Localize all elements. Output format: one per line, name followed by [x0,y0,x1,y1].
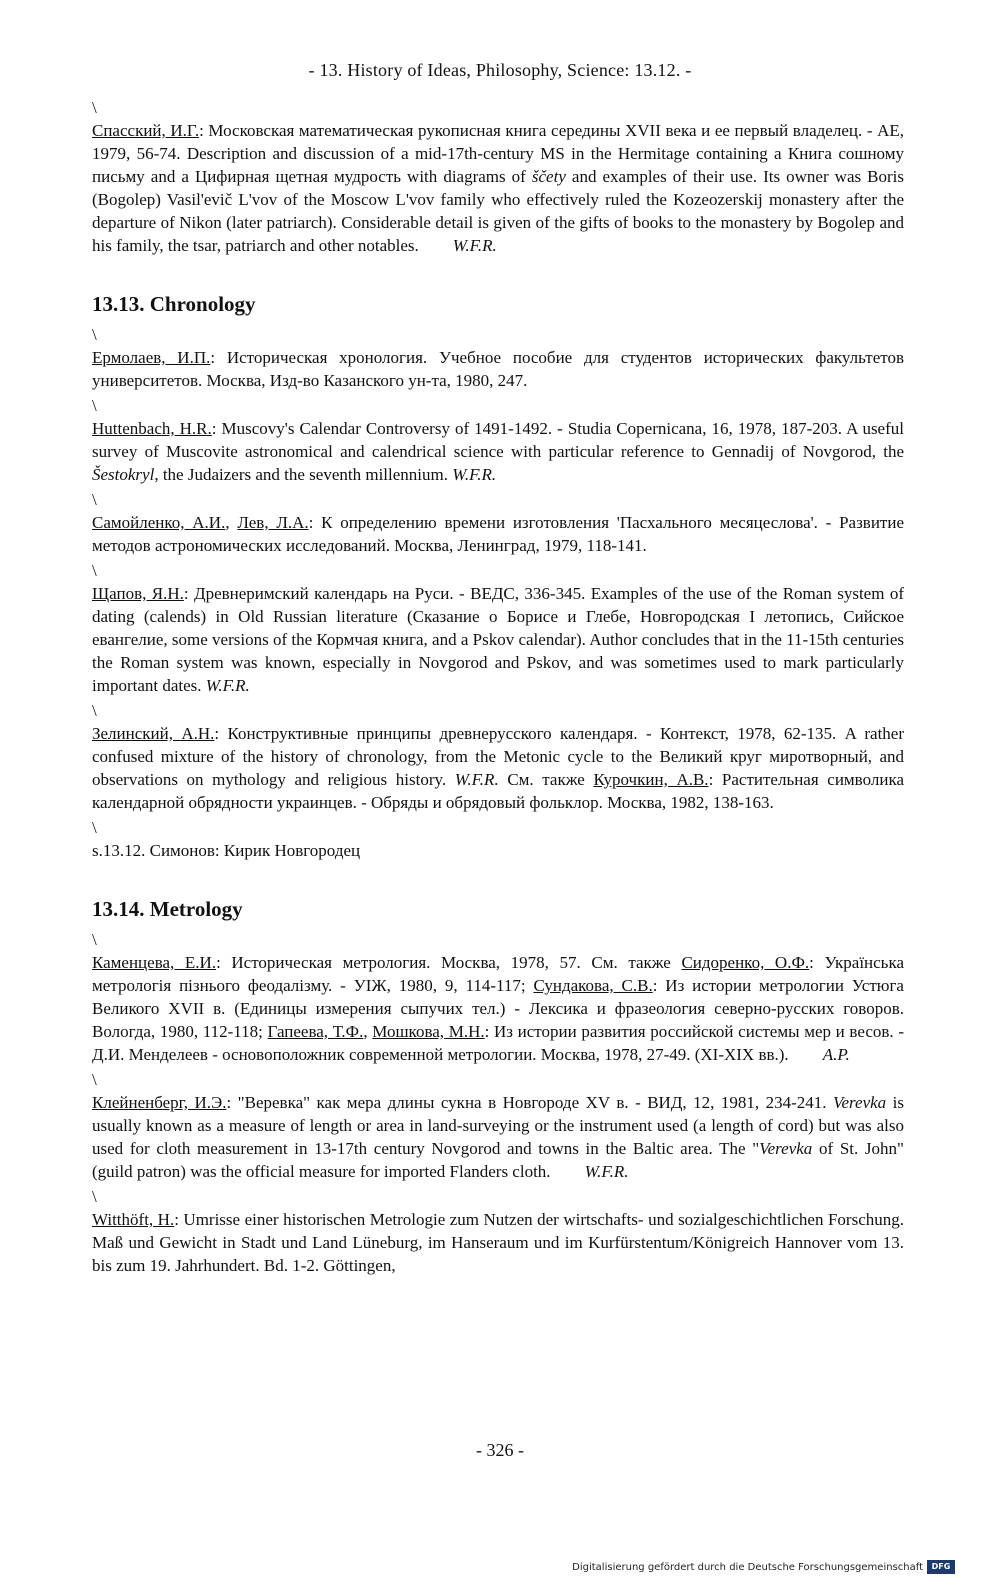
entry-author: Зелинский, А.Н. [92,724,215,743]
running-head: - 13. History of Ideas, Philosophy, Science: 13.12. - [308,60,692,80]
digitization-text: Digitalisierung gefördert durch die Deutsche Forschungsgemeinschaft [572,1561,923,1573]
bib-entry-kamentseva: Каменцева, Е.И.: Историческая метрология. Москва, 1978, 57. См. также Сидоренко, О.Ф.: Українська метрологія пізнього феодалізму. - УІЖ, 1980, 9, 114-117; Сундакова, С.В.: Из истории метрологии Устюга Великого XVII в. (Единицы измерения сыпучих тел.) - Лексика и фразеология северно-русских говоров. Вологда, 1980, 112-118; Гапеева, Т.Ф., Мошкова, М.Н.: Из истории развития российской системы мер и весов. - Д.И. Менделеев - основоположник современной метрологии. Москва, 1978, 27-49. (XI-XIX вв.). A.P. [92,953,904,1064]
bib-entry-samoilenko: Самойленко, А.И., Лев, Л.А.: К определению времени изготовления 'Пасхального месяцеслова'. - Развитие методов астрономических исследований. Москва, Ленинград, 1979, 118-141. [92,513,905,555]
entry-author: Щапов, Я.Н. [92,584,184,603]
bib-entry-spassky: Спасский, И.Г.: Московская математическая рукописная книга середины XVII века и ее первый владелец. - АЕ, 1979, 56-74. Description and discussion of a mid-17th-century MS in the Hermitage containing a Книга сошному письму and a Цифирная щетная мудрость with diagrams of ščety and examples of their use. Its owner was Boris (Bogolep) Vasil'evič L'vov of the Moscow L'vov family who effectively ruled the Kozeozerskij monastery after the departure of Nikon (later patriarch). Considerable detail is given of the gifts of books to the monastery by Bogolep and his family, the tsar, patriarch and other notables. W.F.R. [92,121,904,255]
entry-author: Мошкова, М.Н. [372,1022,485,1041]
reviewer-initials: W.F.R. [454,770,499,789]
entry-author: Сидоренко, О.Ф. [681,953,810,972]
entry-separator: \ [92,396,97,415]
section-heading-chronology: 13.13. Chronology [92,292,256,316]
reviewer-initials: W.F.R. [452,465,497,484]
entry-separator: \ [92,561,97,580]
section-heading-metrology: 13.14. Metrology [92,897,243,921]
entry-author: Курочкин, А.В. [593,770,709,789]
entry-separator: \ [92,701,97,720]
bib-entry-ermolaev: Ермолаев, И.П.: Историческая хронология. Учебное пособие для студентов исторических факультетов университетов. Москва, Изд-во Казанского ун-та, 1980, 247. [92,348,904,390]
entry-author: Самойленко, А.И. [92,513,226,532]
entry-author: Клейненберг, И.Э. [92,1093,227,1112]
entry-author: Спасский, И.Г. [92,121,200,140]
entry-author: Сундакова, С.В. [533,976,653,995]
digitization-note [572,1560,955,1574]
entry-author: Witthöft, H. [92,1210,175,1229]
dfg-logo-icon: DFG [927,1560,955,1574]
entry-separator: \ [92,1070,97,1089]
page-number: - 326 - [476,1440,524,1460]
entry-separator: \ [92,930,97,949]
cross-reference: s.13.12. Симонов: Кирик Новгородец [92,841,361,860]
bib-entry-kleinenberg: Клейненберг, И.Э.: "Веревка" как мера длины сукна в Новгороде XV в. - ВИД, 12, 1981, 234-241. Verevka is usually known as a measure of length or area in land-surveying or the instrument used (a length of cord) but was also used for cloth measurement in 13-17th century Novgorod and towns in the Baltic area. The "Verevka of St. John" (guild patron) was the official measure for imported Flanders cloth. W.F.R. [92,1093,905,1181]
entry-separator: \ [92,98,97,117]
reviewer-initials: W.F.R. [452,236,497,255]
entry-author: Huttenbach, H.R. [92,419,212,438]
bib-entry-huttenbach: Huttenbach, H.R.: Muscovy's Calendar Controversy of 1491-1492. - Studia Copernicana, 16, 1978, 187-203. A useful survey of Muscovite astronomical and calendrical science with particular reference to Gennadij of Novgorod, the Šestokryl, the Judaizers and the seventh millennium. W.F.R. [92,419,904,484]
entry-author: Гапеева, Т.Ф. [267,1022,364,1041]
entry-author: Каменцева, Е.И. [92,953,217,972]
bib-entry-witthoft: Witthöft, H.: Umrisse einer historischen Metrologie zum Nutzen der wirtschafts- und sozialgeschichtlichen Forschung. Maß und Gewicht in Stadt und Land Lüneburg, im Hanseraum und im Kurfürstentum/Königreich Hannover vom 13. bis zum 19. Jahrhundert. Bd. 1-2. Göttingen, [92,1210,904,1275]
bib-entry-zelinsky: Зелинский, А.Н.: Конструктивные принципы древнерусского календаря. - Контекст, 1978, 62-135. A rather confused mixture of the history of chronology, from the Metonic cycle to the Великий круг миротворный, and observations on mythology and religious history. W.F.R. См. также Курочкин, А.В.: Растительная символика календарной обрядности украинцев. - Обряды и обрядовый фольклор. Москва, 1982, 138-163. [92,724,904,812]
entry-separator: \ [92,490,97,509]
reviewer-initials: A.P. [822,1045,850,1064]
entry-separator: \ [92,325,97,344]
bib-entry-shchapov: Щапов, Я.Н.: Древнеримский календарь на Руси. - ВЕДС, 336-345. Examples of the use of the Roman system of dating (calends) in Old Russian literature (Сказание о Борисе и Глебе, Новгородская I летопись, Сийское евангелие, some versions of the Кормчая книга, and a Pskov calendar). Author concludes that in the 11-15th centuries the Roman system was known, especially in Novgorod and Pskov, and was sometimes used to mark particularly important dates. W.F.R. [92,584,904,695]
reviewer-initials: W.F.R. [584,1162,629,1181]
reviewer-initials: W.F.R. [205,676,250,695]
entry-separator: \ [92,1187,97,1206]
entry-author: Лев, Л.А. [237,513,309,532]
entry-author: Ермолаев, И.П. [92,348,211,367]
bibliography-body [92,96,904,1279]
entry-separator: \ [92,818,97,837]
